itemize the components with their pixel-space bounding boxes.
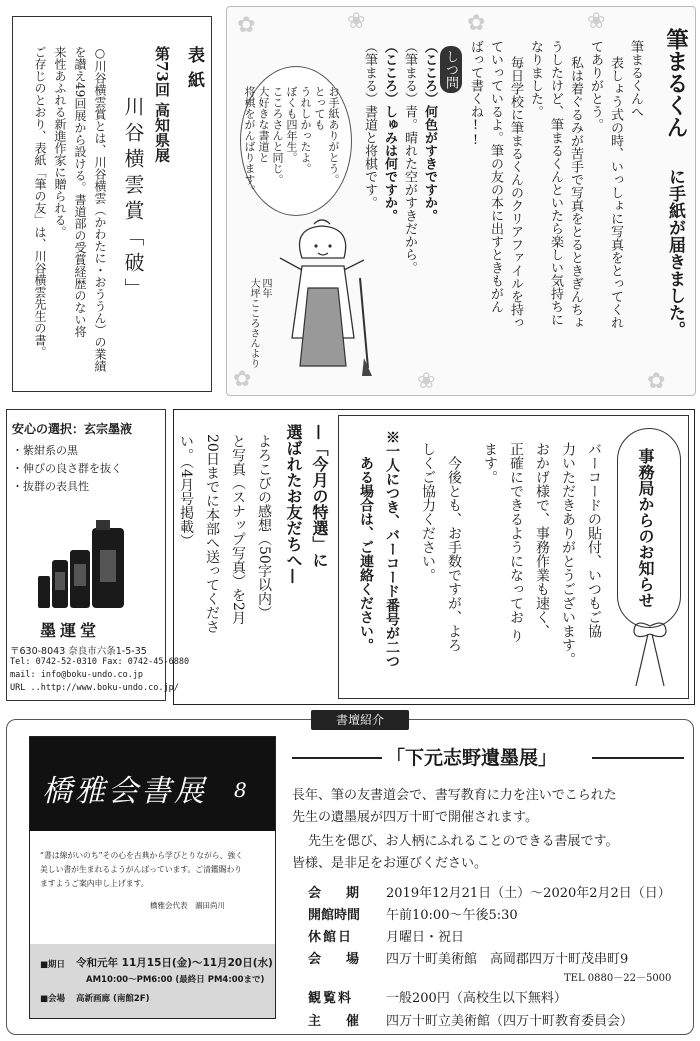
bubble-line-6: 大好きな書道と [257,86,270,163]
memorial-para-4: 皆様、是非足をお運びください。 [292,856,488,871]
cover-body-col4: ご存じのとおり、表紙「筆の友」は、川谷横雲先生の書。 [33,46,47,358]
selection-line-1: よろこびの感想（50字以内） [256,434,272,620]
selection-heading-2: 選ばれたお友だちへ— [284,424,303,584]
detail-value: 一般200円（高校生以下無料） [386,990,567,1006]
cover-award: 川谷横雲賞「破」 [121,96,145,304]
letter-line-4: 私は着ぐるみが苦手で写真をとるときぎんちょ [568,56,583,329]
ad-bullet-1: ・紫紺系の黒 [12,444,78,457]
exhibition-number: 8 [234,778,247,802]
cover-body-col1: ○川谷横雲賞とは、川谷横雲（かわたに・おううん）の業績 [93,46,107,372]
notice-title: 事務局からのお知らせ [636,448,655,608]
detail-label: 会 期 [308,885,366,901]
letter-line-6: なりました。 [528,40,543,118]
clover-decoration-icon: ❀ [347,9,366,34]
notice-line-7: しくご協力ください。 [420,442,436,582]
letter-line-5: うしたけど、筆まるくんといたら楽しい気持ちに [548,40,563,326]
notice-line-1: バーコードの貼付、いつもご協 [586,442,602,638]
exhibition-title: 橋雅会書展 [42,774,207,809]
detail-row [308,984,688,1008]
clover-decoration-icon: ✿ [647,369,666,394]
notice-line-6: 今後とも、お手数ですが、よろ [446,456,462,652]
detail-row [308,902,688,924]
ad-url: URL ..http://www.boku-undo.co.jp/ [10,683,179,693]
bubble-line-5: こころさんと同じ。 [271,86,284,185]
notice-line-5: ます。 [482,442,498,484]
memorial-para-1: 長年、筆の友書道会で、書写教育に力を注いでこられた [292,788,617,803]
bubble-line-1: お手紙ありがとう。 [327,86,340,185]
ribbon-icon [628,620,672,690]
detail-row [308,924,688,946]
ad-mail: mail: info@boku-undo.co.jp [10,670,144,680]
detail-label: 休館日 [308,929,354,945]
answer-1: （筆まる）青。晴れた空がすきだから。 [402,40,417,274]
intro-tag: 書壇紹介 [311,710,409,730]
bubble-line-3: うれしかったよ。 [299,86,312,174]
letter-line-3: てありがとう。 [588,40,603,131]
memorial-details [308,880,688,1030]
ad-tel: Tel: 0742-52-0310 Fax: 0742-45-6880 [10,657,190,667]
exhibition-desc-3: ますようご案内申し上げます。 [40,879,149,888]
bubble-line-4: ぼくも四年生。 [285,86,298,163]
notice-line-2: 力いただきありがとうございます。 [560,442,576,666]
detail-value: TEL 0880－22－5000 [564,972,672,984]
exhibition-venue: 高新画廊 (南館2F) [76,994,150,1004]
detail-row [308,946,688,968]
bubble-line-2: とっても [313,86,326,130]
exhibition-desc-1: “書は線がいのち”その心を古典から学びとりながら、強く [40,851,243,860]
exhibition-period-label: ■期日 [40,960,66,970]
cover-heading: 表紙 [184,46,204,96]
fudemaru-mascot-illustration [272,218,382,378]
notice-line-8: ※一人につき、バーコード番号が二つ [384,430,400,668]
exhibition-hours: AM10:00～PM6:00 (最終日 PM4:00まで) [86,975,265,985]
sender-grade: 四年 [260,278,271,298]
ink-bottles-image [36,520,126,610]
question-tag: しつ問 [440,46,462,93]
detail-row [308,880,688,902]
ad-bullet-2: ・伸びの良さ群を抜く [12,462,122,475]
answer-2: （筆まる）書道と将棋です。 [362,40,377,209]
exhibition-period: 令和元年 11月15日(金)～11月20日(水) [76,957,273,969]
cover-subtitle: 第73回 高知県展 [153,46,171,163]
clover-decoration-icon: ❀ [587,9,606,34]
detail-row [308,968,688,984]
detail-label: 観覧料 [308,990,354,1006]
question-2: （こころ）しゅみは何ですか。 [382,40,397,222]
question-1: （こころ）何色がすきですか。 [422,40,437,222]
memorial-para-2: 先生の遺墨展が四万十町で開催されます。 [292,810,538,825]
memorial-para-3: 先生を偲び、お人柄にふれることのできる書展です。 [308,834,619,849]
detail-label: 開館時間 [308,907,361,923]
selection-line-2: と写真（スナップ写真）を2月 [230,434,246,625]
notice-line-3: おかげ様で、事務作業も速く、 [534,442,550,638]
notice-line-4: 正確にできるようになってお り [508,442,524,643]
detail-label: 会 場 [308,951,366,967]
clover-decoration-icon: ❀ [417,369,436,394]
memorial-title-rule-left [292,757,382,759]
ad-company-logo: 墨運堂 [40,621,101,640]
bubble-line-7: 将棋をがんばります。 [243,86,256,196]
detail-value: 四万十町立美術館（四万十町教育委員会） [386,1013,634,1029]
selection-heading-1: —「今月の特選」に [310,424,329,568]
ad-address: 〒630-8043 奈良市六条1-5-35 [10,646,147,657]
memorial-title-rule-right [592,757,684,759]
letter-title-rest: に手紙が届きました。 [665,168,685,338]
letter-line-2: 表しょう式の時、いっしょに写真をとってくれ [608,56,623,329]
selection-line-3: 20日までに本部へ送ってくださ [204,434,220,634]
selection-line-4: い。（4月号掲載） [178,434,194,548]
detail-value: 2019年12月21日（土）～2020年2月2日（日） [386,885,671,901]
notice-line-9: ある場合は、ご連絡ください。 [358,456,374,652]
letter-title-main: 筆まるくん [663,28,688,138]
cover-box [6,6,218,398]
detail-label: 主 催 [308,1013,366,1029]
cover-body-col3: 来性あふれる新進作家に贈られる。 [53,46,67,238]
exhibition-venue-label: ■会場 [40,994,66,1004]
detail-row [308,1008,688,1030]
ad-bullet-3: ・抜群の表具性 [12,480,89,493]
detail-value: 月曜日・祝日 [386,929,465,945]
cover-body-col2: を讃え49回展から設ける。書道部の受賞経歴のない将 [73,46,87,338]
exhibition-representative: 橋雅会代表 濵田尚川 [150,901,225,910]
clover-decoration-icon: ✿ [233,367,252,392]
clover-decoration-icon: ✿ [237,13,256,38]
detail-value: 午前10:00～午後5:30 [386,907,518,923]
letter-line-1: 筆まるくんへ [628,40,643,118]
clover-decoration-icon: ✿ [467,11,486,36]
letter-line-7: 毎日学校に筆まるくんのクリアファイルを持っ [508,56,523,329]
letter-line-8: ていっているよ。筆の友の本に出すときもがん [488,40,503,313]
letter-line-9: ばって書くね!! [468,40,483,148]
detail-value: 四万十町美術館 高岡郡四万十町茂串町9 [386,951,629,967]
ad-headline: 安心の選択：玄宗墨液 [12,422,133,436]
memorial-title: 「下元志野遺墨展」 [386,747,558,769]
sender-name: 大坪こころさんより [248,278,259,368]
exhibition-desc-2: 美しい書が生まれるようがんばっています。ご清鑑賜わり [40,865,243,874]
